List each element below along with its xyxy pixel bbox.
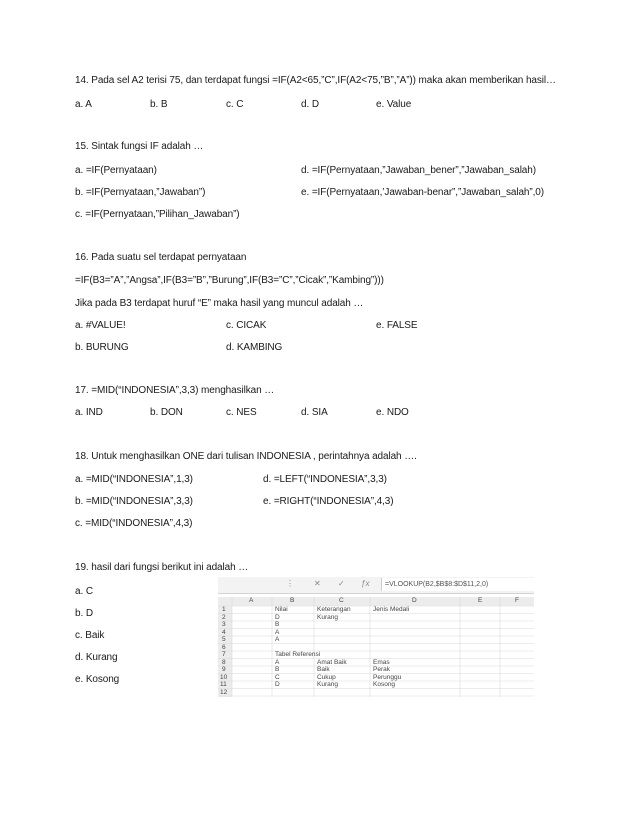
row-header-11: 11 — [220, 681, 227, 688]
q19-option-a: a. C — [75, 586, 93, 597]
column-header-a: A — [249, 597, 254, 604]
spreadsheet-image — [218, 577, 534, 697]
formula-bar — [218, 577, 534, 594]
q16-option-b: b. BURUNG — [75, 342, 129, 353]
q14-option-d: d. D — [301, 99, 319, 110]
cell-b1: Nilai — [275, 606, 288, 613]
cell-c8: Amat Baik — [317, 658, 347, 666]
row-header-4: 4 — [222, 628, 226, 636]
row-header-1: 1 — [222, 606, 226, 613]
cell-b10: C — [275, 673, 280, 681]
column-header-f: F — [515, 597, 519, 604]
row-header-3: 3 — [222, 621, 226, 628]
row-header-7: 7 — [222, 651, 226, 658]
q17-option-d: d. SIA — [301, 407, 328, 418]
column-header-d: D — [412, 597, 417, 604]
q16-question: 16. Pada suatu sel terdapat pernyataan — [75, 252, 247, 263]
q19-option-e: e. Kosong — [75, 674, 120, 685]
q15-option-e: e. =IF(Pernyataan,’Jawaban-benar”,”Jawaban_salah”,0) — [301, 187, 544, 198]
q16-option-d: d. KAMBING — [226, 342, 283, 353]
cell-b8: A — [275, 658, 280, 666]
name-box-dropdown-icon: ⋮ — [286, 579, 294, 588]
row-header-8: 8 — [222, 658, 226, 666]
cell-b11: D — [275, 681, 280, 688]
row-header-5: 5 — [222, 636, 226, 643]
q15-option-c: c. =IF(Pernyataan,”Pilihan_Jawaban”) — [75, 209, 240, 220]
row-header-9: 9 — [222, 666, 226, 673]
cell-c11: Kurang — [317, 681, 338, 688]
function-icon: ƒx — [361, 579, 370, 588]
q18-option-b: b. =MID(“INDONESIA”,3,3) — [75, 496, 193, 507]
cell-b9: B — [275, 666, 280, 673]
cell-b4: A — [275, 628, 280, 636]
q16-option-a: a. #VALUE! — [75, 320, 126, 331]
q14-option-b: b. B — [150, 99, 168, 110]
cell-c2: Kurang — [317, 613, 338, 621]
row-header-6: 6 — [222, 643, 226, 651]
column-header-b: B — [290, 597, 295, 604]
cell-c10: Cukup — [317, 673, 336, 681]
q17-question: 17. =MID(“INDONESIA”,3,3) menghasilkan … — [75, 385, 275, 396]
cell-c1: Keterangan — [317, 606, 351, 613]
row-header-2: 2 — [222, 613, 226, 621]
cell-d11: Kosong — [373, 681, 396, 688]
q14-question: 14. Pada sel A2 terisi 75, dan terdapat fungsi =IF(A2<65,”C”,IF(A2<75,”B”,”A”)) maka akan memberikan hasil… — [75, 75, 556, 86]
cell-c9: Baik — [317, 666, 330, 673]
q18-option-c: c. =MID(“INDONESIA”,4,3) — [75, 518, 193, 529]
cell-b3: B — [275, 621, 280, 628]
q19-option-b: b. D — [75, 608, 93, 619]
cell-d10: Perunggu — [373, 673, 402, 681]
q19-question: 19. hasil dari fungsi berikut ini adalah … — [75, 562, 249, 573]
column-header-c: C — [339, 597, 344, 604]
row-header-10: 10 — [220, 673, 228, 681]
q18-option-d: d. =LEFT(“INDONESIA”,3,3) — [263, 474, 387, 485]
q17-option-c: c. NES — [226, 407, 257, 418]
q18-option-a: a. =MID(“INDONESIA”,1,3) — [75, 474, 193, 485]
q14-option-e: e. Value — [376, 99, 412, 110]
q18-option-e: e. =RIGHT(“INDONESIA”,4,3) — [263, 496, 394, 507]
q14-option-c: c. C — [226, 99, 244, 110]
row-header-12: 12 — [220, 688, 228, 696]
q16-option-c: c. CICAK — [226, 320, 267, 331]
cancel-icon: ✕ — [314, 579, 321, 588]
column-header-e: E — [478, 597, 483, 604]
q15-option-b: b. =IF(Pernyataan,”Jawaban”) — [75, 187, 206, 198]
q15-question: 15. Sintak fungsi IF adalah … — [75, 141, 204, 152]
cell-b2: D — [275, 613, 280, 621]
q18-question: 18. Untuk menghasilkan ONE dari tulisan INDONESIA , perintahnya adalah …. — [75, 451, 417, 462]
q16-formula: =IF(B3=”A”,”Angsa”,IF(B3=”B”,”Burung”,IF(B3=”C”,”Cicak”,”Kambing”))) — [75, 275, 384, 286]
q17-option-a: a. IND — [75, 407, 103, 418]
q19-option-d: d. Kurang — [75, 652, 118, 663]
q15-option-d: d. =IF(Pernyataan,”Jawaban_bener”,”Jawaban_salah) — [301, 165, 536, 176]
formula-text: =VLOOKUP(B2,$B$8:$D$11,2,0) — [381, 578, 535, 591]
q15-option-a: a. =IF(Pernyataan) — [75, 165, 157, 176]
cell-d1: Jenis Medali — [373, 606, 410, 613]
q17-option-b: b. DON — [150, 407, 183, 418]
cell-b7: Tabel Referensi — [275, 651, 321, 658]
q19-option-c: c. Baik — [75, 630, 105, 641]
q16-prompt: Jika pada B3 terdapat huruf “E” maka hasil yang muncul adalah … — [75, 298, 364, 309]
cell-d9: Perak — [373, 666, 390, 673]
enter-icon: ✓ — [338, 579, 345, 588]
cell-b5: A — [275, 636, 280, 643]
q14-option-a: a. A — [75, 99, 92, 110]
q16-option-e: e. FALSE — [376, 320, 418, 331]
q17-option-e: e. NDO — [376, 407, 409, 418]
cell-d8: Emas — [373, 658, 390, 666]
